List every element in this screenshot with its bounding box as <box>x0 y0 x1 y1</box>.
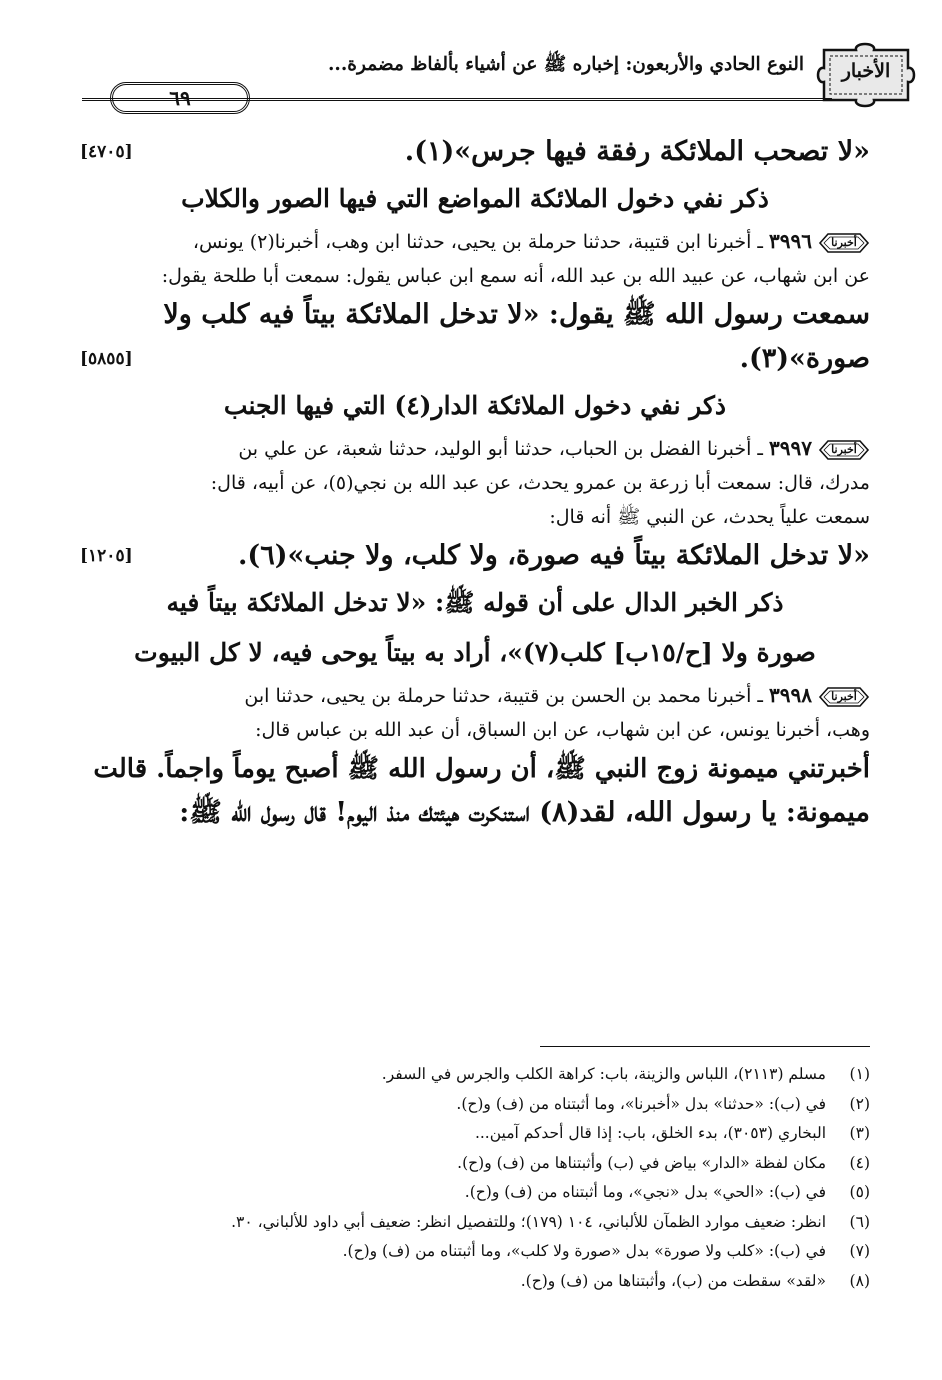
footnote-divider <box>540 1046 870 1047</box>
matn-line <box>80 130 870 174</box>
running-title: النوع الحادي والأربعون: إخباره ﷺ عن أشياء بألفاظ مضمرة... <box>327 54 804 75</box>
matn-line <box>80 293 870 337</box>
footnote-text: البخاري (٣٠٥٣)، بدء الخلق، باب: إذا قال أحدكم آمين... <box>474 1124 826 1142</box>
hadith-badge-label: أخبرنا <box>831 443 857 456</box>
footnote-number: (٨) <box>849 1271 870 1290</box>
line-text: عن ابن شهاب، عن عبيد الله بن عبد الله، أنه سمع ابن عباس يقول: سمعت أبا طلحة يقول: <box>161 265 870 287</box>
footnote-number: (٦) <box>849 1212 870 1231</box>
line-text: ذكر الخبر الدال على أن قوله ﷺ: «لا تدخل الملائكة بيتاً فيه <box>166 588 784 617</box>
hadith-reference: [٥٨٥٥] <box>80 349 133 369</box>
hadith-badge-label: أخبرنا <box>831 690 857 703</box>
footnote-text: في (ب): «كلب ولا صورة» بدل «صورة ولا كلب»، وما أثبتناه من (ف) و(ح). <box>342 1242 826 1260</box>
footnote-item <box>90 1090 870 1120</box>
line-text: ـ أخبرنا محمد بن الحسن بن قتيبة، حدثنا حرملة بن يحيى، حدثنا ابن <box>244 685 763 707</box>
footnote-number: (٧) <box>849 1242 870 1260</box>
line-text: وهب، أخبرنا يونس، عن ابن شهاب، عن ابن السباق، أن عبد الله بن عباس قال: <box>255 719 870 741</box>
matn-line <box>80 791 870 835</box>
line-text: أخبرتني ميمونة زوج النبي ﷺ، أن رسول الله ﷺ أصبح يوماً واجماً. قالت <box>93 754 870 784</box>
matn-line <box>80 747 870 791</box>
chapter-line <box>80 628 870 678</box>
footnote-item <box>90 1060 870 1090</box>
footnote-text: في (ب): «حدثنا» بدل «أخبرنا»، وما أثبتناه من (ف) و(ح). <box>456 1094 826 1113</box>
line-text: صورة ولا [ح/١٥ب] كلب(٧)»، أراد به بيتاً يوحى فيه، لا كل البيوت <box>134 638 816 667</box>
line-text: سمعت علياً يحدث، عن النبي ﷺ أنه قال: <box>549 506 870 528</box>
line-text: ـ أخبرنا الفضل بن الحباب، حدثنا أبو الوليد، حدثنا شعبة، عن علي بن <box>238 438 763 460</box>
footnote-number: (٤) <box>849 1153 870 1172</box>
hadith-reference: [١٢٠٥] <box>80 546 133 566</box>
footnote-number: (١) <box>849 1065 870 1083</box>
footnote-item <box>90 1267 870 1297</box>
footnote-text: مسلم (٢١١٣)، اللباس والزينة، باب: كراهة الكلب والجرس في السفر. <box>381 1065 826 1083</box>
isnad-line <box>80 500 870 534</box>
hadith-number: ٣٩٩٨ <box>769 683 812 707</box>
line-text: ذكر نفي دخول الملائكة الدار(٤) التي فيها الجنب <box>223 391 727 420</box>
footnote-number: (٢) <box>849 1094 870 1113</box>
hadith-reference: [٤٧٠٥] <box>80 142 133 162</box>
chapter-line <box>80 578 870 628</box>
line-text: «لا تصحب الملائكة رفقة فيها جرس»(١). <box>404 136 870 167</box>
isnad-line <box>80 713 870 747</box>
footnote-text: في (ب): «الحي» بدل «نجي»، وما أثبتناه من (ف) و(ح). <box>464 1183 826 1201</box>
footnote-text: مكان لفظة «الدار» بياض في (ب) وأثبتناها من (ف) و(ح). <box>457 1153 826 1172</box>
section-label: الأخبار <box>841 60 891 82</box>
footnote-item <box>90 1119 870 1149</box>
chapter-line <box>80 381 870 431</box>
isnad-line <box>80 678 870 713</box>
footnote-number: (٥) <box>849 1183 870 1201</box>
chapter-line <box>80 174 870 224</box>
line-text: ذكر نفي دخول الملائكة المواضع التي فيها الصور والكلاب <box>181 184 769 213</box>
hadith-badge <box>818 438 870 462</box>
header-divider <box>82 98 832 101</box>
isnad-line <box>80 466 870 500</box>
hadith-badge-label: أخبرنا <box>831 236 857 249</box>
footnote-number: (٣) <box>849 1124 870 1142</box>
footnote-item <box>90 1178 870 1208</box>
footnote-text: انظر: ضعيف موارد الظمآن للألباني، ١٠٤ (١٧٩)؛ وللتفصيل انظر: ضعيف أبي داود للألباني، ٣٠. <box>231 1212 826 1231</box>
page-number: ٦٩ <box>110 82 250 114</box>
isnad-line <box>80 259 870 293</box>
line-text: ميمونة: يا رسول الله، لقد(٨) استنكرت هيئتك منذ اليوم! قال رسول الله ﷺ: <box>179 797 870 828</box>
hadith-badge <box>818 231 870 255</box>
isnad-line <box>80 224 870 259</box>
footnotes <box>90 1060 870 1296</box>
hadith-badge <box>818 685 870 709</box>
line-text: «لا تدخل الملائكة بيتاً فيه صورة، ولا كلب، ولا جنب»(٦). <box>238 540 870 571</box>
footnote-item <box>90 1149 870 1179</box>
hadith-number: ٣٩٩٧ <box>769 436 812 460</box>
hadith-number: ٣٩٩٦ <box>769 229 812 253</box>
footnote-item <box>90 1208 870 1238</box>
page-content <box>80 130 870 835</box>
matn-line <box>80 337 870 381</box>
matn-line <box>80 534 870 578</box>
line-text: ـ أخبرنا ابن قتيبة، حدثنا حرملة بن يحيى، حدثنا ابن وهب، أخبرنا(٢) يونس، <box>192 231 763 253</box>
footnote-text: «لقد» سقطت من (ب)، وأثبتناها من (ف) و(ح). <box>520 1271 826 1290</box>
footnote-item <box>90 1237 870 1267</box>
line-text: صورة»(٣). <box>739 343 870 374</box>
line-text: مدرك، قال: سمعت أبا زرعة بن عمرو يحدث، عن عبد الله بن نجي(٥)، عن أبيه، قال: <box>210 472 870 494</box>
line-text: سمعت رسول الله ﷺ يقول: «لا تدخل الملائكة بيتاً فيه كلب ولا <box>163 299 870 330</box>
isnad-line <box>80 431 870 466</box>
